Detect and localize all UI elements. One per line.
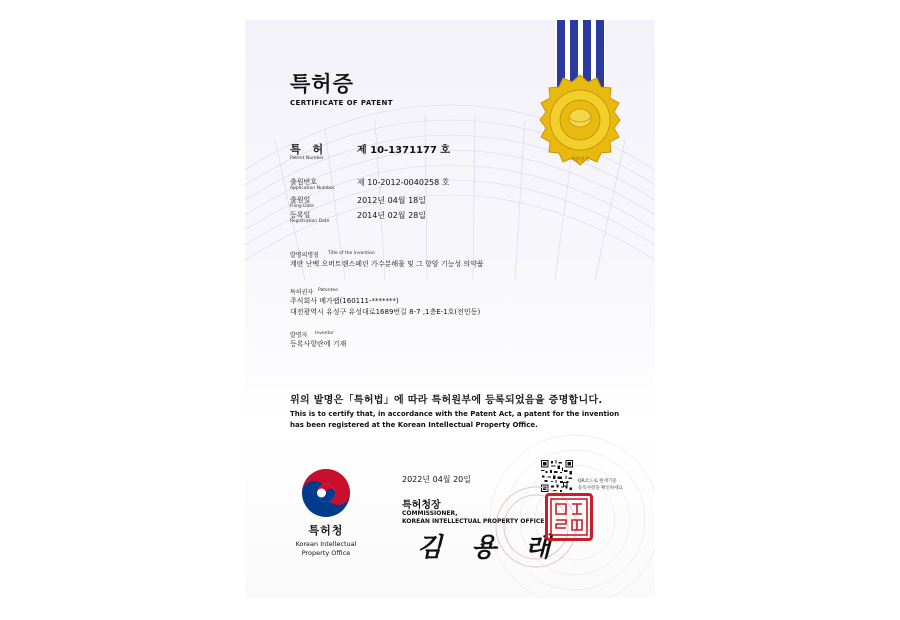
invention-title-label-en: Title of the Invention [328, 251, 375, 256]
patentee-label: 특허권자 [290, 289, 314, 296]
patentee-label-en: Patentee [318, 288, 338, 293]
patent-number-value: 제 10-1371177 호 [357, 145, 451, 156]
patentee-name: 주식회사 메가랩(160111-*******) [290, 297, 399, 305]
filing-date-value: 2012년 04월 18일 [357, 196, 426, 205]
commissioner-title-en-line1: COMMISSIONER, [402, 510, 458, 517]
filing-date-label: 출원일 [290, 196, 311, 204]
application-number-value: 제 10-2012-0040258 호 [357, 178, 450, 187]
kipo-logo-name-en-line2: Property Office [301, 549, 351, 557]
inventor-label: 발명자 [290, 332, 308, 339]
stamp-icon [548, 496, 590, 538]
certificate-title: 특허증 [290, 72, 354, 96]
qr-note [578, 478, 623, 492]
inventor-label-en: Inventor [315, 331, 334, 336]
qr-note-line2: 등록사항을 확인하세요 [578, 486, 623, 491]
commissioner-signature: 김 용 래 [417, 533, 561, 563]
official-red-stamp [545, 493, 593, 541]
invention-title-label: 발명의명칭 [290, 252, 319, 259]
application-number-label-en: Application Number [290, 186, 335, 191]
kipo-logo-name-en [281, 540, 371, 558]
patent-number-label: 특 허 [290, 143, 328, 156]
application-number-label: 출원번호 [290, 178, 318, 186]
kipo-logo-icon [281, 467, 371, 521]
kipo-logo-name-en-line1: Korean Intellectual [295, 540, 357, 548]
commissioner-title-en-line2: KOREAN INTELLECTUAL PROPERTY OFFICE [402, 518, 545, 525]
certificate-page [245, 20, 655, 598]
declaration-korean: 위의 발명은「특허법」에 따라 특허원부에 등록되었음을 증명합니다. [290, 395, 603, 406]
registration-date-label-en: Registration Date [290, 219, 330, 224]
gold-medal-seal [525, 20, 635, 190]
registration-date-label: 등록일 [290, 211, 311, 219]
certificate-title-en: CERTIFICATE OF PATENT [290, 99, 393, 107]
kipo-logo-name: 특허청 [308, 524, 344, 537]
patentee-address: 대전광역시 유성구 유성대로1689번길 8-7 ,1층E-1호(전민동) [290, 308, 481, 316]
commissioner-title: 특허청장 [402, 500, 441, 511]
patent-number-label-en: Patent Number [290, 156, 324, 161]
issue-date: 2022년 04월 20일 [402, 475, 471, 484]
invention-title-value: 계란 난백 오버트랜스페린 가수분해물 및 그 항암 기능성 의약품 [290, 260, 484, 268]
registration-date-value: 2014년 02월 28일 [357, 211, 426, 220]
commissioner-title-en [402, 510, 544, 526]
declaration-english: This is to certify that, in accordance with the Patent Act, a patent for the invention has been registered at the Korean Intellectual Property Office. [290, 410, 620, 429]
qr-note-line1: QR코드로 현재기준 [578, 479, 617, 484]
filing-date-label-en: Filing Date [290, 204, 314, 209]
inventor-value: 등록사항란에 기재 [290, 340, 347, 348]
medal-text: 대한민국 [570, 157, 590, 163]
